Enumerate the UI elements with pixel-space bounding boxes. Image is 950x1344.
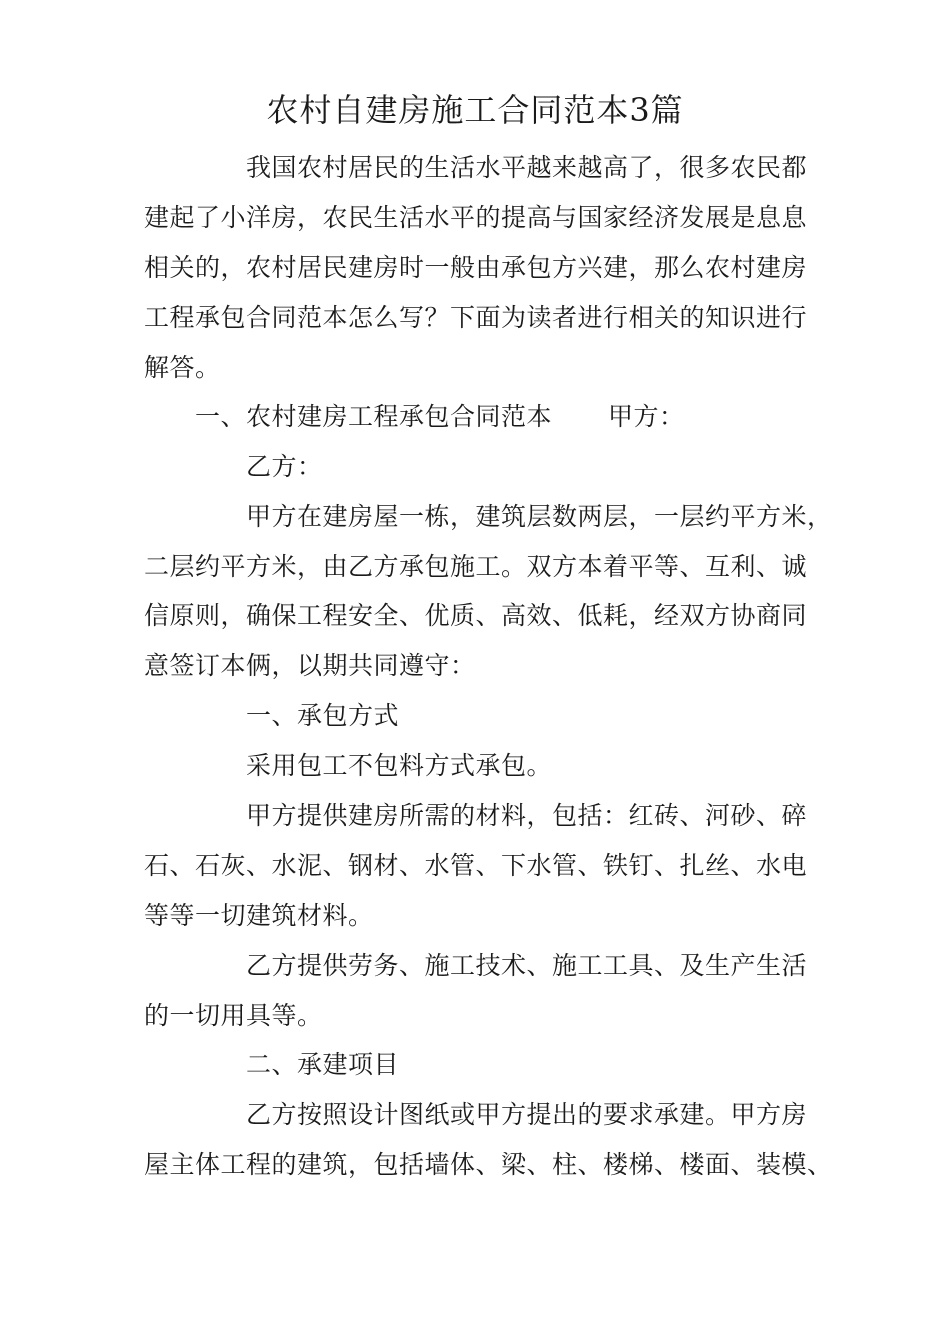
section-heading-line [195, 399, 685, 435]
section-heading: 一、农村建房工程承包合同范本 [195, 402, 553, 431]
project-line-2: 屋主体工程的建筑，包括墙体、梁、柱、楼梯、楼面、装模、 [144, 1150, 833, 1179]
document-title: 农村自建房施工合同范本3篇 [266, 91, 684, 129]
clause1-text: 采用包工不包料方式承包。 [246, 751, 553, 780]
intro-line-1: 我国农村居民的生活水平越来越高了，很多农民都 [246, 153, 808, 182]
party-a-label: 甲方： [608, 402, 685, 431]
materials-line-1: 甲方提供建房所需的材料，包括：红砖、河砂、碎 [246, 801, 808, 830]
intro-line-3: 相关的，农村居民建房时一般由承包方兴建，那么农村建房 [144, 253, 808, 282]
clause2-heading: 二、承建项目 [246, 1050, 400, 1079]
party-b-label: 乙方： [246, 452, 323, 481]
labor-line-1: 乙方提供劳务、施工技术、施工工具、及生产生活 [246, 951, 808, 980]
clause1-heading: 一、承包方式 [246, 701, 400, 730]
materials-line-3: 等等一切建筑材料。 [144, 901, 374, 930]
project-line-1: 乙方按照设计图纸或甲方提出的要求承建。甲方房 [246, 1100, 808, 1129]
intro-line-4: 工程承包合同范本怎么写？下面为读者进行相关的知识进行 [144, 303, 808, 332]
materials-line-2: 石、石灰、水泥、钢材、水管、下水管、铁钉、扎丝、水电 [144, 851, 808, 880]
agreement-line-4: 意签订本俩，以期共同遵守： [144, 651, 476, 680]
agreement-line-3: 信原则，确保工程安全、优质、高效、低耗，经双方协商同 [144, 601, 808, 630]
intro-line-2: 建起了小洋房，农民生活水平的提高与国家经济发展是息息 [144, 203, 808, 232]
agreement-line-2: 二层约平方米，由乙方承包施工。双方本着平等、互利、诚 [144, 552, 808, 581]
intro-line-5: 解答。 [144, 353, 221, 382]
agreement-line-1: 甲方在建房屋一栋，建筑层数两层，一层约平方米， [246, 502, 833, 531]
labor-line-2: 的一切用具等。 [144, 1001, 323, 1030]
